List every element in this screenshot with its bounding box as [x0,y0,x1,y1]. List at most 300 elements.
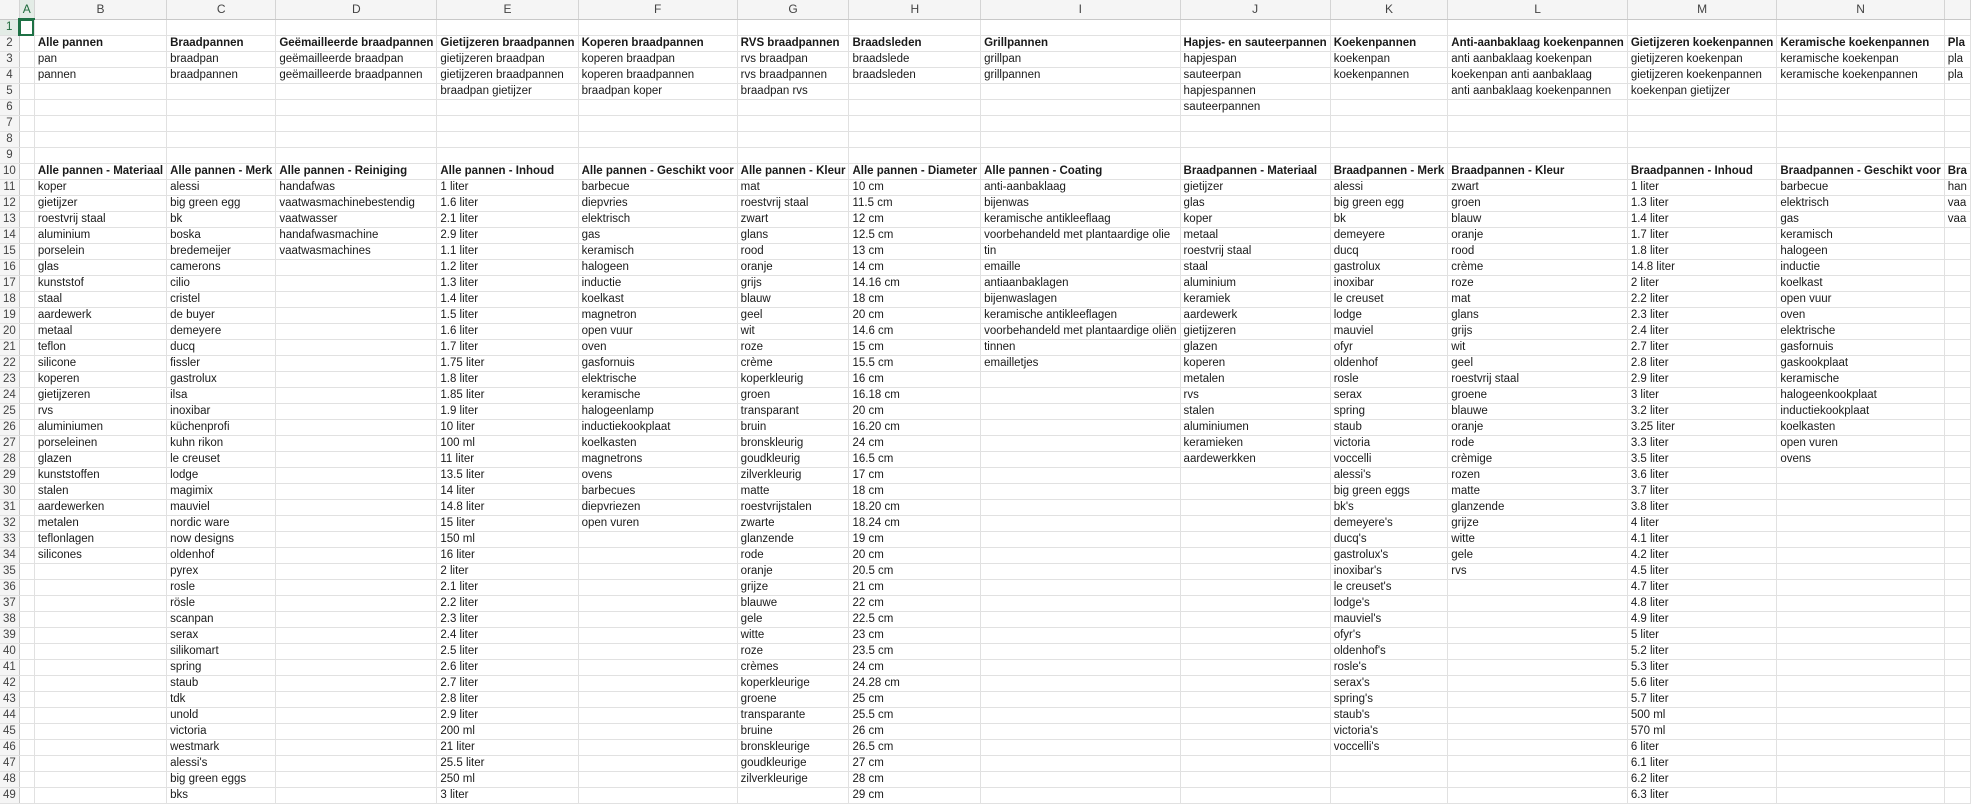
cell[interactable] [1777,548,1944,564]
cell[interactable] [578,132,737,148]
cell[interactable] [981,628,1180,644]
cell[interactable]: geëmailleerde braadpan [276,52,437,68]
cell[interactable] [1448,644,1628,660]
cell[interactable]: 4.2 liter [1627,548,1777,564]
cell[interactable] [437,100,578,116]
cell[interactable] [19,580,34,596]
cell[interactable]: witte [737,628,849,644]
cell[interactable]: blauw [1448,212,1628,228]
cell[interactable]: koekenpan [1330,52,1448,68]
cell[interactable]: koper [34,180,166,196]
cell[interactable]: Alle pannen - Materiaal [34,164,166,180]
cell[interactable]: 570 ml [1627,724,1777,740]
cell[interactable]: spring [167,660,276,676]
cell[interactable]: oven [1777,308,1944,324]
cell[interactable] [1777,564,1944,580]
cell[interactable] [1944,724,1970,740]
cell[interactable] [19,564,34,580]
cell[interactable] [578,148,737,164]
cell[interactable] [276,19,437,36]
cell[interactable]: kuhn rikon [167,436,276,452]
cell[interactable] [34,740,166,756]
cell[interactable]: rood [737,244,849,260]
cell[interactable]: 3.3 liter [1627,436,1777,452]
cell[interactable]: witte [1448,532,1628,548]
cell[interactable]: Anti-aanbaklaag koekenpannen [1448,36,1628,52]
cell[interactable]: Pla [1944,36,1970,52]
cell[interactable] [1627,116,1777,132]
row-header[interactable]: 25 [0,404,19,420]
cell[interactable]: vaa [1944,196,1970,212]
cell[interactable] [19,228,34,244]
cell[interactable]: oldenhof [167,548,276,564]
cell[interactable]: glas [34,260,166,276]
cell[interactable]: 3 liter [1627,388,1777,404]
cell[interactable]: 14.8 liter [1627,260,1777,276]
cell[interactable] [19,644,34,660]
cell[interactable] [981,372,1180,388]
cell[interactable] [1944,516,1970,532]
cell[interactable]: ovens [578,468,737,484]
cell[interactable] [19,372,34,388]
cell[interactable]: han [1944,180,1970,196]
cell[interactable]: 2.3 liter [1627,308,1777,324]
cell[interactable]: 4.9 liter [1627,612,1777,628]
cell[interactable]: demeyere's [1330,516,1448,532]
cell[interactable] [1944,596,1970,612]
cell[interactable]: crème [737,356,849,372]
cell[interactable]: 1.2 liter [437,260,578,276]
cell[interactable]: 5.7 liter [1627,692,1777,708]
cell[interactable] [981,84,1180,100]
cell[interactable] [1944,532,1970,548]
cell[interactable] [1944,308,1970,324]
cell[interactable]: big green egg [1330,196,1448,212]
row-header[interactable]: 16 [0,260,19,276]
cell[interactable]: alessi [1330,180,1448,196]
cell[interactable] [1944,228,1970,244]
cell[interactable]: 1.5 liter [437,308,578,324]
row-header[interactable]: 7 [0,116,19,132]
cell[interactable]: 25 cm [849,692,981,708]
cell[interactable] [1944,436,1970,452]
cell[interactable] [276,756,437,772]
cell[interactable] [1448,708,1628,724]
cell[interactable]: 1 liter [437,180,578,196]
cell[interactable] [276,660,437,676]
cell[interactable]: 1.6 liter [437,196,578,212]
cell[interactable]: 1.6 liter [437,324,578,340]
cell[interactable] [1180,772,1330,788]
cell[interactable] [19,260,34,276]
cell[interactable]: Braadpannen - Geschikt voor [1777,164,1944,180]
cell[interactable]: voorbehandeld met plantaardige oliën [981,324,1180,340]
cell[interactable]: Koperen braadpannen [578,36,737,52]
cell[interactable] [276,276,437,292]
cell[interactable]: glazen [1180,340,1330,356]
cell[interactable] [981,19,1180,36]
cell[interactable] [1180,628,1330,644]
cell[interactable]: 2 liter [1627,276,1777,292]
cell[interactable] [34,580,166,596]
cell[interactable] [19,436,34,452]
cell[interactable]: Koekenpannen [1330,36,1448,52]
cell[interactable]: 29 cm [849,788,981,804]
cell[interactable] [276,644,437,660]
cell[interactable]: 16.5 cm [849,452,981,468]
cell[interactable] [276,740,437,756]
cell[interactable]: ofyr [1330,340,1448,356]
cell[interactable]: Braadpannen - Merk [1330,164,1448,180]
row-header[interactable]: 8 [0,132,19,148]
cell[interactable]: gasfornuis [578,356,737,372]
cell[interactable]: 4 liter [1627,516,1777,532]
cell[interactable]: braadsleden [849,68,981,84]
cell[interactable]: inoxibar [167,404,276,420]
cell[interactable]: gas [578,228,737,244]
cell[interactable] [1180,19,1330,36]
cell[interactable]: gele [737,612,849,628]
cell[interactable]: staub [167,676,276,692]
cell[interactable]: porseleinen [34,436,166,452]
row-header[interactable]: 39 [0,628,19,644]
cell[interactable]: 5.2 liter [1627,644,1777,660]
cell[interactable] [1944,468,1970,484]
cell[interactable]: 11 liter [437,452,578,468]
row-header[interactable]: 40 [0,644,19,660]
cell[interactable] [981,564,1180,580]
cell[interactable]: koperkleurig [737,372,849,388]
row-header[interactable]: 35 [0,564,19,580]
cell[interactable]: groene [1448,388,1628,404]
cell[interactable]: 14 liter [437,484,578,500]
column-header[interactable]: J [1180,0,1330,19]
cell[interactable]: vaa [1944,212,1970,228]
cell[interactable]: 2.4 liter [437,628,578,644]
cell[interactable] [1944,388,1970,404]
cell[interactable]: oranje [1448,228,1628,244]
cell[interactable] [19,292,34,308]
cell[interactable] [276,692,437,708]
cell[interactable]: vaatwasser [276,212,437,228]
cell[interactable] [276,516,437,532]
cell[interactable]: 26 cm [849,724,981,740]
cell[interactable]: geel [1448,356,1628,372]
cell[interactable]: 21 liter [437,740,578,756]
cell[interactable] [276,596,437,612]
cell[interactable] [1330,100,1448,116]
cell[interactable] [1777,100,1944,116]
cell[interactable]: küchenprofi [167,420,276,436]
cell[interactable] [1944,612,1970,628]
cell[interactable] [1180,500,1330,516]
cell[interactable] [34,644,166,660]
row-header[interactable]: 26 [0,420,19,436]
cell[interactable] [578,644,737,660]
cell[interactable] [34,724,166,740]
cell[interactable] [1627,148,1777,164]
cell[interactable] [437,116,578,132]
cell[interactable] [19,660,34,676]
cell[interactable]: geel [737,308,849,324]
cell[interactable]: 500 ml [1627,708,1777,724]
cell[interactable] [981,436,1180,452]
cell[interactable]: 6.1 liter [1627,756,1777,772]
row-header[interactable]: 42 [0,676,19,692]
cell[interactable]: pla [1944,52,1970,68]
cell[interactable] [578,116,737,132]
cell[interactable] [276,708,437,724]
cell[interactable]: 4.8 liter [1627,596,1777,612]
cell[interactable]: open vuur [1777,292,1944,308]
cell[interactable] [34,628,166,644]
cell[interactable] [981,708,1180,724]
cell[interactable]: magimix [167,484,276,500]
cell[interactable]: lodge [167,468,276,484]
cell[interactable] [1330,788,1448,804]
cell[interactable]: koelkast [578,292,737,308]
cell[interactable]: 22.5 cm [849,612,981,628]
cell[interactable] [19,596,34,612]
cell[interactable] [981,724,1180,740]
cell[interactable]: 12 cm [849,212,981,228]
cell[interactable] [34,692,166,708]
cell[interactable]: staal [34,292,166,308]
cell[interactable]: braadpan [167,52,276,68]
cell[interactable] [981,676,1180,692]
cell[interactable] [1777,116,1944,132]
cell[interactable]: keramische antikleeflaag [981,212,1180,228]
cell[interactable]: 22 cm [849,596,981,612]
cell[interactable] [19,724,34,740]
cell[interactable]: Gietijzeren koekenpannen [1627,36,1777,52]
cell[interactable]: roestvrij staal [1448,372,1628,388]
cell[interactable] [1448,724,1628,740]
cell[interactable]: 16 cm [849,372,981,388]
row-header[interactable]: 37 [0,596,19,612]
cell[interactable]: mat [737,180,849,196]
cell[interactable] [981,388,1180,404]
cell[interactable]: 13.5 liter [437,468,578,484]
cell[interactable]: inductiekookplaat [1777,404,1944,420]
cell[interactable]: rvs [34,404,166,420]
cell[interactable]: koelkast [1777,276,1944,292]
cell[interactable]: vaatwasmachinebestendig [276,196,437,212]
cell[interactable]: Braadpannen - Kleur [1448,164,1628,180]
cell[interactable] [981,548,1180,564]
cell[interactable] [578,788,737,804]
cell[interactable]: 25.5 liter [437,756,578,772]
cell[interactable]: groene [737,692,849,708]
column-header[interactable]: H [849,0,981,19]
cell[interactable] [1777,532,1944,548]
cell[interactable]: wit [737,324,849,340]
cell[interactable] [1330,756,1448,772]
cell[interactable] [19,52,34,68]
cell[interactable]: 2.8 liter [1627,356,1777,372]
cell[interactable]: de buyer [167,308,276,324]
cell[interactable]: 2.1 liter [437,580,578,596]
cell[interactable] [981,116,1180,132]
cell[interactable]: teflon [34,340,166,356]
cell[interactable]: 19 cm [849,532,981,548]
cell[interactable]: glanzende [737,532,849,548]
cell[interactable] [981,532,1180,548]
cell[interactable] [1944,100,1970,116]
cell[interactable]: keramische antikleeflagen [981,308,1180,324]
cell[interactable] [578,612,737,628]
cell[interactable]: 1.75 liter [437,356,578,372]
cell[interactable] [19,196,34,212]
cell[interactable]: 1.9 liter [437,404,578,420]
cell[interactable]: 3.7 liter [1627,484,1777,500]
cell[interactable]: Gietijzeren braadpannen [437,36,578,52]
cell[interactable] [1180,548,1330,564]
cell[interactable]: 1.7 liter [1627,228,1777,244]
cell[interactable] [1180,740,1330,756]
cell[interactable] [1180,468,1330,484]
row-header[interactable]: 30 [0,484,19,500]
cell[interactable] [578,548,737,564]
cell[interactable]: 100 ml [437,436,578,452]
column-header[interactable]: B [34,0,166,19]
cell[interactable]: 2.1 liter [437,212,578,228]
cell[interactable]: bk [1330,212,1448,228]
cell[interactable] [19,628,34,644]
cell[interactable] [19,756,34,772]
cell[interactable]: rosle [1330,372,1448,388]
cell[interactable]: braadslede [849,52,981,68]
cell[interactable] [1944,676,1970,692]
cell[interactable]: victoria [1330,436,1448,452]
cell[interactable] [1944,692,1970,708]
cell[interactable]: 1.4 liter [437,292,578,308]
cell[interactable]: 5.3 liter [1627,660,1777,676]
cell[interactable]: oranje [737,564,849,580]
cell[interactable]: 1 liter [1627,180,1777,196]
cell[interactable] [19,772,34,788]
cell[interactable]: rosle's [1330,660,1448,676]
cell[interactable]: metalen [1180,372,1330,388]
cell[interactable] [1448,788,1628,804]
cell[interactable] [849,148,981,164]
cell[interactable] [19,324,34,340]
cell[interactable]: rode [1448,436,1628,452]
cell[interactable]: 6.2 liter [1627,772,1777,788]
cell[interactable] [1330,148,1448,164]
cell[interactable] [849,116,981,132]
cell[interactable]: boska [167,228,276,244]
row-header[interactable]: 20 [0,324,19,340]
cell[interactable] [34,660,166,676]
cell[interactable]: koper [1180,212,1330,228]
cell[interactable]: 4.1 liter [1627,532,1777,548]
cell[interactable] [19,484,34,500]
cell[interactable]: zwarte [737,516,849,532]
cell[interactable]: 18 cm [849,484,981,500]
cell[interactable]: grijze [737,580,849,596]
cell[interactable] [1944,404,1970,420]
cell[interactable]: silikomart [167,644,276,660]
cell[interactable]: 2.6 liter [437,660,578,676]
row-header[interactable]: 46 [0,740,19,756]
cell[interactable]: Grillpannen [981,36,1180,52]
cell[interactable]: emaille [981,260,1180,276]
cell[interactable] [737,116,849,132]
column-header[interactable]: E [437,0,578,19]
cell[interactable] [1944,276,1970,292]
row-header[interactable]: 3 [0,52,19,68]
cell[interactable]: anti aanbaklaag koekenpan [1448,52,1628,68]
cell[interactable]: groen [1448,196,1628,212]
cell[interactable] [276,772,437,788]
cell[interactable]: koperen [1180,356,1330,372]
cell[interactable]: rvs [1448,564,1628,580]
cell[interactable] [167,100,276,116]
cell[interactable]: halogeen [1777,244,1944,260]
cell[interactable] [578,724,737,740]
cell[interactable] [1777,692,1944,708]
cell[interactable] [1627,19,1777,36]
row-header[interactable]: 34 [0,548,19,564]
cell[interactable] [981,644,1180,660]
cell[interactable]: 2.2 liter [1627,292,1777,308]
cell[interactable]: sauteerpannen [1180,100,1330,116]
cell[interactable]: demeyere [167,324,276,340]
cell[interactable]: gietijzeren [34,388,166,404]
cell[interactable]: 2 liter [437,564,578,580]
cell[interactable]: 1.7 liter [437,340,578,356]
cell[interactable]: aluminiumen [34,420,166,436]
cell[interactable]: 20 cm [849,308,981,324]
cell[interactable]: oven [578,340,737,356]
cell[interactable] [1944,116,1970,132]
cell[interactable]: inductiekookplaat [578,420,737,436]
cell[interactable] [737,100,849,116]
cell[interactable]: open vuren [578,516,737,532]
cell[interactable]: 1.3 liter [437,276,578,292]
cell[interactable]: braadpan gietijzer [437,84,578,100]
cell[interactable] [1330,132,1448,148]
cell[interactable] [1944,260,1970,276]
cell[interactable]: gietijzeren braadpannen [437,68,578,84]
row-header[interactable]: 21 [0,340,19,356]
cell[interactable]: aardewerk [34,308,166,324]
cell[interactable]: elektrisch [1777,196,1944,212]
cell[interactable]: zwart [737,212,849,228]
cell[interactable]: halogeen [578,260,737,276]
cell[interactable]: open vuren [1777,436,1944,452]
cell[interactable] [1777,84,1944,100]
cell[interactable] [981,148,1180,164]
row-header[interactable]: 43 [0,692,19,708]
cell[interactable]: ovens [1777,452,1944,468]
row-header[interactable]: 17 [0,276,19,292]
cell[interactable] [1777,772,1944,788]
cell[interactable] [34,116,166,132]
cell[interactable]: gietijzeren braadpan [437,52,578,68]
cell[interactable]: 24.28 cm [849,676,981,692]
cell[interactable] [1944,340,1970,356]
row-header[interactable]: 15 [0,244,19,260]
cell[interactable] [1777,756,1944,772]
cell[interactable] [19,612,34,628]
cell[interactable] [19,788,34,804]
cell[interactable]: demeyere [1330,228,1448,244]
cell[interactable]: tinnen [981,340,1180,356]
cell[interactable]: diepvries [578,196,737,212]
cell[interactable]: 17 cm [849,468,981,484]
